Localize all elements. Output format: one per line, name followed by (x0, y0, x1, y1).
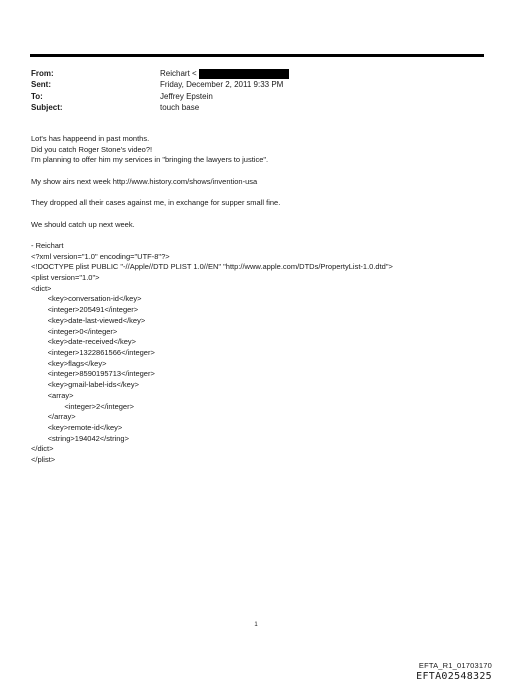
header-row-sent (31, 79, 289, 90)
body-line: Did you catch Roger Stone's video?! (31, 144, 153, 154)
body-line: </dict> (31, 444, 54, 454)
body-line: <dict> (31, 283, 52, 293)
header-value: touch base (160, 102, 200, 112)
body-line: <!DOCTYPE plist PUBLIC "-//Apple//DTD PLIST 1.0//EN" "http://www.apple.com/DTDs/PropertyList-1.0.dtd"> (31, 262, 393, 272)
blank-line (31, 230, 491, 241)
bates-number: EFTA02548325 (416, 671, 492, 682)
body-line: I'm planning to offer him my services in "bringing the lawyers to justice". (31, 155, 269, 165)
body-line: </array> (31, 412, 76, 422)
body-line: <key>conversation-id</key> (31, 294, 142, 304)
body-line: - Reichart (31, 240, 64, 250)
header-value: Reichart < (160, 69, 197, 78)
body-line: My show airs next week http://www.history.com/shows/invention-usa (31, 176, 258, 186)
header-row-subject (31, 102, 289, 113)
body-line: <key>gmail-label-ids</key> (31, 380, 139, 390)
body-line: <key>date-last-viewed</key> (31, 315, 146, 325)
body-line: <integer>205491</integer> (31, 305, 139, 315)
body-line: <integer>8590195713</integer> (31, 369, 155, 379)
header-value: Jeffrey Epstein (160, 91, 213, 101)
header-label: To: (31, 91, 43, 101)
body-line: <integer>1322861566</integer> (31, 348, 155, 357)
body-line: <key>date-received</key> (31, 337, 137, 347)
header-label: Sent: (31, 80, 51, 90)
body-line: </plist> (31, 455, 56, 465)
body-line: <?xml version="1.0" encoding="UTF-8"?> (31, 251, 170, 261)
body-line: Lot's has happeend in past months. (31, 134, 150, 143)
header-rule (30, 54, 484, 57)
blank-line (31, 209, 491, 220)
header-label: Subject: (31, 102, 63, 112)
body-line: They dropped all their cases against me, in exchange for supper small fine. (31, 198, 281, 208)
email-header (31, 68, 289, 113)
redaction-box (199, 69, 289, 79)
body-line: <array> (31, 390, 74, 400)
body-line: <integer>2</integer> (31, 401, 134, 411)
body-line: <key>flags</key> (31, 358, 107, 368)
blank-line (31, 188, 491, 199)
header-label: From: (31, 69, 54, 78)
body-line: <integer>0</integer> (31, 326, 118, 336)
body-line: <string>194042</string> (31, 433, 129, 443)
body-line: <key>remote-id</key> (31, 422, 123, 432)
header-row-to (31, 91, 289, 102)
email-body (31, 134, 491, 466)
page-number: 1 (254, 622, 258, 628)
body-line: <plist version="1.0"> (31, 273, 100, 283)
body-line: We should catch up next week. (31, 219, 135, 229)
bates-number-small: EFTA_R1_01703170 (418, 661, 492, 670)
header-row-from (31, 68, 289, 79)
blank-line (31, 166, 491, 177)
header-value: Friday, December 2, 2011 9:33 PM (160, 80, 284, 90)
